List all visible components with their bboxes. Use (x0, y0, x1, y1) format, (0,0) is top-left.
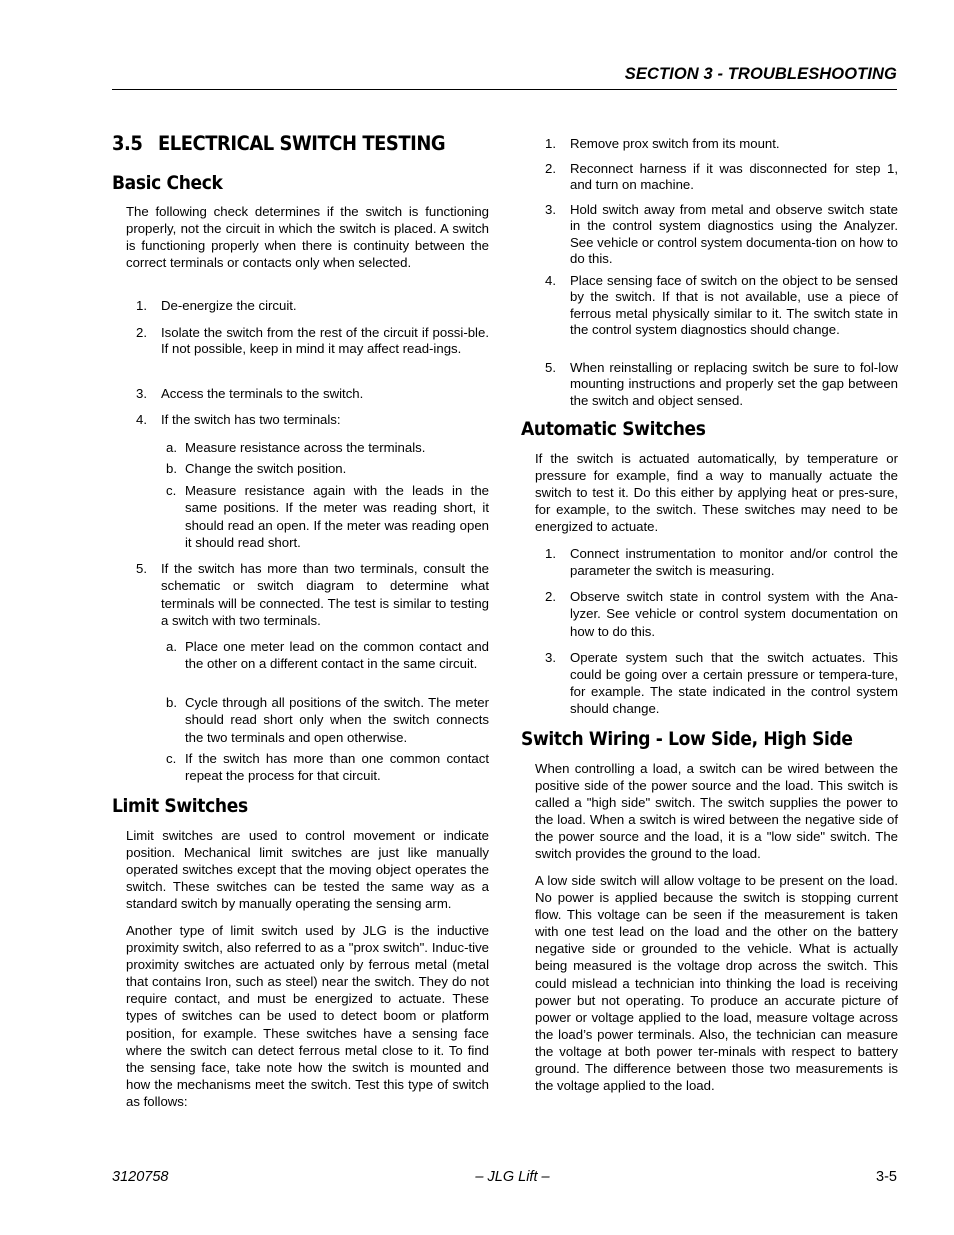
list-item: 3. Hold switch away from metal and observe switch state in the control system diagnostics using the Analyzer. See vehicle or control system documenta-tion on how to do this. (545, 202, 898, 267)
sub-list-item: c. If the switch has more than one common contact repeat the process for that circuit. (166, 751, 489, 784)
sub-list-item: b. Change the switch position. (166, 461, 347, 476)
basic-check-intro: The following check determines if the switch is functioning properly, not the circuit in which the switch is placed. A switch is functioning properly when there is continuity between the correct terminals or contacts only when selected. (126, 204, 489, 271)
sub-list-item: c. Measure resistance again with the leads in the same positions. If the meter was reading short, it should read an open. If the meter was reading open it should read short. (166, 483, 489, 550)
section-title: SECTION 3 - TROUBLESHOOTING (624, 65, 897, 83)
heading-basic-check: Basic Check (112, 172, 223, 194)
list-item: 3. Operate system such that the switch actuates. This could be going over a certain pressure or tempera-ture, for example. The state indicated in the control system should change. (545, 650, 898, 717)
switch-wiring-para-1: When controlling a load, a switch can be wired between the positive side of the power source and the load. This switch is called a "high side" switch. The switch supplies the power to the load. When a switch is wired between the negative side of the power source and the load, it is a "low side" switch. The switch provides the ground to the load. (535, 761, 898, 862)
header-rule (112, 89, 897, 90)
switch-wiring-para-2: A low side switch will allow voltage to be present on the load. No power is applied because the switch is stopping current flow. This voltage can be seen if the measurement is taken with one test lead on the load and the other on the battery negative side or grounded to the vehicle. What is actually being measured is the voltage drop across the switch. This could mislead a technician into thinking the load is receiving power but not operating. To produce an accurate picture of power or voltage applied to the load, measure voltage across the load’s power terminals. Also, the technician can measure the voltage at both power ter-minals with respect to battery ground. The difference between those two measurements is the voltage applied to the load. (535, 873, 898, 1094)
sub-list-item: a. Place one meter lead on the common contact and the other on a different contact in the same circuit. (166, 639, 489, 672)
sub-list-item: b. Cycle through all positions of the switch. The meter should read short only when the switch connects the two terminals and open otherwise. (166, 695, 489, 745)
list-item: 5. If the switch has more than two terminals, consult the schematic or switch diagram to determine what terminals will be connected. The test is similar to testing a switch with two terminals. (136, 561, 489, 629)
list-item: 2. Reconnect harness if it was disconnected for step 1, and turn on machine. (545, 161, 898, 193)
automatic-switches-intro: If the switch is actuated automatically, by temperature or pressure for example, find a way to manually actuate the switch to test it. Do this either by applying heat or pres-sure, for example, to the switch. These switches may need to be energized to actuate. (535, 451, 898, 535)
doc-number: 3120758 (112, 1169, 169, 1185)
list-item: 1. Remove prox switch from its mount. (545, 136, 780, 151)
list-item: 2. Isolate the switch from the rest of the circuit if possi-ble. If not possible, keep in mind it may affect read-ings. (136, 325, 489, 357)
limit-switches-para-1: Limit switches are used to control movement or indicate position. Mechanical limit switches are just like manually operated switches except that the moving object operates the switch. These switches can be tested the same way as a standard switch by manually operating the sensing arm. (126, 828, 489, 912)
heading-switch-wiring: Switch Wiring - Low Side, High Side (521, 728, 853, 750)
limit-switches-para-2: Another type of limit switch used by JLG is the inductive proximity switch, also referred to as a "prox switch". Induc-tive proximity switches are actuated only by ferrous metal (metal that contains Iron, such as steel) near the switch. They do not require contact, and must be energized to actuate. These types of switches can be used to detect boom or platform position, for example. These switches have a sensing face where the switch can detect ferrous metal close to it. To find the sensing face, take note how the switch is mounted and how the mechanisms meet the switch. Test this type of switch as follows: (126, 923, 489, 1109)
list-item: 4. Place sensing face of switch on the object to be sensed by the switch. If that is not available, use a piece of ferrous metal physically similar to it. The switch state in the control system diagnostics should change. (545, 273, 898, 338)
sub-list-item: a. Measure resistance across the terminals. (166, 440, 426, 455)
heading-automatic-switches: Automatic Switches (521, 418, 706, 440)
list-item: 5. When reinstalling or replacing switch be sure to fol-low mounting instructions and properly set the gap between the switch and object sensed. (545, 360, 898, 408)
footer-center-text: – JLG Lift – (475, 1169, 550, 1185)
list-item: 1. De-energize the circuit. (136, 298, 297, 313)
list-item: 2. Observe switch state in control system with the Ana-lyzer. See vehicle or control system documentation on how to do this. (545, 589, 898, 639)
list-item: 1. Connect instrumentation to monitor and/or control the parameter the switch is measuring. (545, 546, 898, 579)
list-item: 3. Access the terminals to the switch. (136, 386, 364, 401)
page-title (112, 132, 445, 155)
page-number: 3-5 (876, 1169, 897, 1185)
heading-limit-switches: Limit Switches (112, 795, 248, 817)
section-heading-text: ELECTRICAL SWITCH TESTING (158, 132, 446, 155)
section-number: 3.5 (112, 132, 143, 155)
list-item: 4. If the switch has two terminals: (136, 412, 341, 427)
